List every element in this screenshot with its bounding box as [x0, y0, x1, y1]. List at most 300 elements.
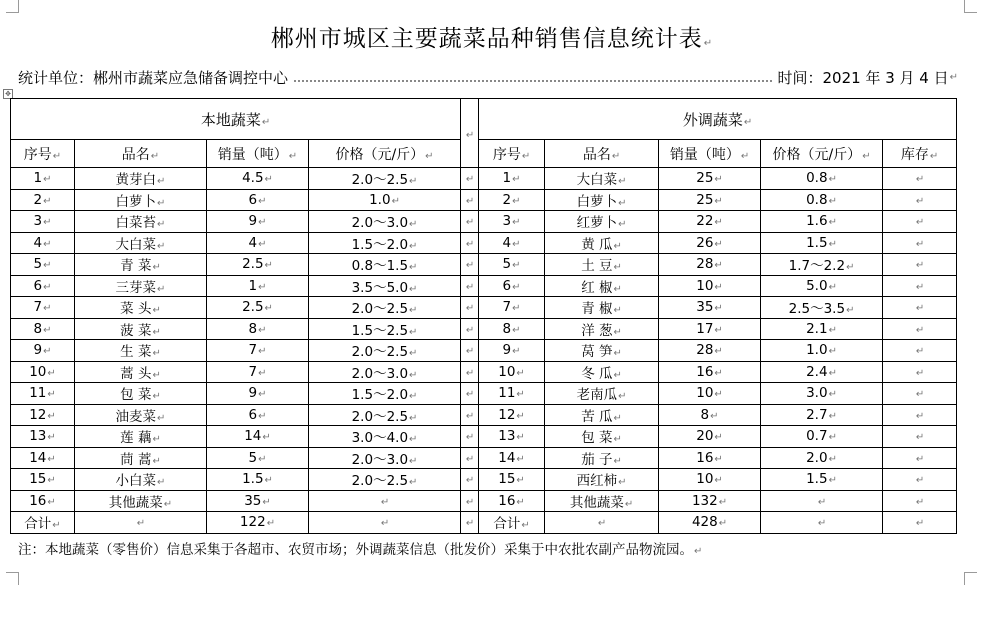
cell-index-text: 16 — [29, 492, 47, 509]
cell-name — [545, 426, 659, 448]
cell-index-text: 14 — [29, 449, 47, 466]
col-header — [207, 140, 309, 168]
cell-price — [309, 469, 461, 491]
cell-mark-icon: ↵ — [152, 326, 161, 338]
page-corner-mark — [6, 0, 19, 13]
table-row — [11, 275, 957, 297]
cell-volume — [659, 490, 761, 512]
page-corner-mark — [964, 0, 977, 13]
cell-index-text: 9 — [502, 342, 512, 359]
cell-name — [545, 469, 659, 491]
cell-mark-icon: ↵ — [828, 432, 837, 444]
cell-index-text: 6 — [33, 277, 43, 294]
cell-mark-icon: ↵ — [152, 305, 161, 317]
cell-volume — [207, 254, 309, 276]
separator-cell — [461, 318, 479, 340]
cell-mark-icon: ↵ — [512, 346, 521, 358]
cell-volume-text: 4.5 — [242, 170, 264, 187]
cell-volume-text: 25 — [696, 191, 714, 208]
col-header-label: 价格（元/斤） — [335, 146, 425, 163]
cell-name — [545, 318, 659, 340]
cell-name-text: 白萝卜 — [115, 193, 157, 210]
cell-price — [761, 232, 883, 254]
cell-volume — [659, 383, 761, 405]
cell-mark-icon: ↵ — [714, 195, 723, 207]
cell-mark-icon: ↵ — [516, 389, 525, 401]
cell-name — [75, 490, 207, 512]
separator-cell — [461, 469, 479, 491]
cell-volume-text: 28 — [696, 256, 714, 273]
cell-mark-icon: ↵ — [258, 238, 267, 250]
cell-price — [761, 361, 883, 383]
cell-mark-icon: ↵ — [929, 150, 939, 162]
cell-mark-icon: ↵ — [915, 496, 925, 508]
cell-mark-icon: ↵ — [258, 217, 267, 229]
cell-price-text: 1.5～2.0 — [351, 387, 409, 404]
cell-mark-icon: ↵ — [828, 475, 837, 487]
cell-mark-icon: ↵ — [258, 410, 267, 422]
cell-index-text: 9 — [33, 342, 43, 359]
cell-mark-icon: ↵ — [409, 455, 418, 467]
cell-volume — [207, 469, 309, 491]
cell-mark-icon: ↵ — [409, 240, 418, 252]
cell-mark-icon: ↵ — [157, 477, 166, 489]
cell-mark-icon: ↵ — [465, 174, 475, 186]
cell-price-text: 2.0～3.0 — [351, 365, 409, 382]
cell-mark-icon: ↵ — [915, 518, 925, 530]
column-header-row — [11, 140, 957, 168]
cell-price-text: 3.0～4.0 — [351, 430, 409, 447]
cell-price-text: 1.6 — [806, 213, 828, 230]
cell-mark-icon: ↵ — [52, 150, 62, 162]
cell-index-text: 13 — [29, 428, 47, 445]
cell-mark-icon: ↵ — [516, 496, 525, 508]
cell-mark-icon: ↵ — [43, 217, 52, 229]
cell-mark-icon: ↵ — [157, 240, 166, 252]
cell-volume — [207, 426, 309, 448]
cell-index-text: 16 — [498, 492, 516, 509]
cell-stock — [883, 211, 957, 233]
cell-price-text: 0.8 — [806, 191, 828, 208]
cell-name-text: 三芽菜 — [115, 279, 157, 296]
cell-mark-icon: ↵ — [743, 116, 753, 128]
cell-name — [545, 447, 659, 469]
cell-index-text: 11 — [29, 385, 47, 402]
cell-stock — [883, 361, 957, 383]
table-row — [11, 168, 957, 190]
cell-mark-icon: ↵ — [613, 455, 622, 467]
cell-index — [11, 404, 75, 426]
cell-price — [309, 447, 461, 469]
cell-name-text: 生 菜 — [120, 344, 152, 361]
col-header-label: 库存 — [900, 146, 929, 163]
table-row — [11, 254, 957, 276]
cell-price — [761, 297, 883, 319]
cell-volume — [207, 318, 309, 340]
section-header-row — [11, 99, 957, 140]
cell-index — [479, 232, 545, 254]
cell-index — [479, 275, 545, 297]
cell-mark-icon: ↵ — [465, 260, 475, 272]
cell-volume — [207, 383, 309, 405]
cell-name — [75, 189, 207, 211]
cell-name-text: 包 菜 — [581, 430, 613, 447]
page-corner-mark — [964, 572, 977, 585]
cell-index — [11, 168, 75, 190]
cell-volume — [659, 254, 761, 276]
cell-volume-text: 20 — [696, 428, 714, 445]
cell-price — [761, 426, 883, 448]
cell-mark-icon: ↵ — [710, 410, 719, 422]
cell-index-text: 14 — [498, 449, 516, 466]
cell-name-text: 莴 笋 — [581, 344, 613, 361]
separator-cell — [461, 254, 479, 276]
cell-volume-text: 14 — [244, 428, 262, 445]
cell-stock — [883, 168, 957, 190]
cell-mark-icon: ↵ — [618, 197, 627, 209]
cell-name-text: 蒿 头 — [120, 365, 152, 382]
cell-mark-icon: ↵ — [258, 195, 267, 207]
cell-mark-icon: ↵ — [47, 389, 56, 401]
cell-index-text: 8 — [502, 320, 512, 337]
cell-mark-icon: ↵ — [47, 410, 56, 422]
cell-mark-icon: ↵ — [714, 174, 723, 186]
cell-mark-icon: ↵ — [915, 367, 925, 379]
col-header — [75, 140, 207, 168]
table-row — [11, 469, 957, 491]
cell-mark-icon: ↵ — [157, 219, 166, 231]
cell-index-text: 1 — [502, 170, 512, 187]
cell-mark-icon: ↵ — [862, 150, 871, 162]
cell-index — [11, 469, 75, 491]
cell-mark-icon: ↵ — [512, 324, 521, 336]
cell-stock — [883, 297, 957, 319]
cell-volume — [207, 404, 309, 426]
col-header-label: 价格（元/斤） — [772, 146, 862, 163]
cell-mark-icon: ↵ — [714, 453, 723, 465]
cell-price-text: 1.7～2.2 — [788, 258, 846, 275]
cell-name — [75, 275, 207, 297]
cell-mark-icon: ↵ — [465, 195, 475, 207]
cell-index — [11, 447, 75, 469]
cell-mark-icon: ↵ — [43, 260, 52, 272]
cell-name-text: 大白菜 — [115, 236, 157, 253]
separator-cell — [461, 361, 479, 383]
cell-mark-icon: ↵ — [714, 432, 723, 444]
cell-price — [309, 189, 461, 211]
cell-stock — [883, 447, 957, 469]
cell-price — [761, 254, 883, 276]
cell-mark-icon: ↵ — [828, 324, 837, 336]
cell-name-text: 白萝卜 — [576, 193, 618, 210]
cell-volume — [659, 232, 761, 254]
cell-mark-icon: ↵ — [409, 219, 418, 231]
cell-index — [479, 426, 545, 448]
cell-index — [479, 211, 545, 233]
cell-volume-text: 1.5 — [242, 471, 264, 488]
cell-volume — [659, 168, 761, 190]
cell-mark-icon: ↵ — [714, 281, 723, 293]
cell-mark-icon: ↵ — [714, 367, 723, 379]
cell-mark-icon: ↵ — [613, 240, 622, 252]
col-header — [883, 140, 957, 168]
cell-index-text: 2 — [502, 191, 512, 208]
cell-name — [545, 512, 659, 534]
cell-stock — [883, 340, 957, 362]
cell-price-text: 0.7 — [806, 428, 828, 445]
cell-name-text: 青 菜 — [120, 258, 152, 275]
cell-price — [761, 404, 883, 426]
cell-mark-icon: ↵ — [157, 197, 166, 209]
cell-index — [479, 297, 545, 319]
cell-mark-icon: ↵ — [47, 496, 56, 508]
cell-mark-icon: ↵ — [465, 432, 475, 444]
total-row — [11, 512, 957, 534]
cell-mark-icon: ↵ — [915, 260, 925, 272]
cell-volume-text: 8 — [700, 406, 710, 423]
col-header-label: 序号 — [23, 146, 52, 163]
cell-price-text: 1.0 — [806, 342, 828, 359]
cell-volume-text: 6 — [248, 191, 258, 208]
cell-mark-icon: ↵ — [261, 116, 271, 128]
cell-volume-text: 7 — [248, 363, 258, 380]
table-row — [11, 232, 957, 254]
cell-mark-icon: ↵ — [915, 217, 925, 229]
cell-index-text: 4 — [502, 234, 512, 251]
cell-mark-icon: ↵ — [152, 369, 161, 381]
cell-index-text: 15 — [498, 471, 516, 488]
cell-mark-icon: ↵ — [613, 262, 622, 274]
cell-volume — [207, 168, 309, 190]
cell-mark-icon: ↵ — [409, 262, 418, 274]
separator-cell — [461, 447, 479, 469]
cell-index — [479, 254, 545, 276]
cell-mark-icon: ↵ — [465, 518, 475, 530]
cell-mark-icon: ↵ — [152, 348, 161, 360]
cell-index — [11, 361, 75, 383]
cell-mark-icon: ↵ — [521, 150, 531, 162]
cell-index-text: 5 — [502, 256, 512, 273]
cell-index — [479, 340, 545, 362]
cell-price — [309, 383, 461, 405]
cell-mark-icon: ↵ — [43, 238, 52, 250]
cell-mark-icon: ↵ — [597, 518, 607, 530]
col-header-label: 品名 — [582, 146, 611, 163]
cell-mark-icon: ↵ — [624, 498, 634, 510]
cell-volume — [659, 340, 761, 362]
cell-volume — [207, 189, 309, 211]
cell-mark-icon: ↵ — [915, 195, 925, 207]
table-move-handle-icon[interactable]: ✥ — [3, 89, 13, 99]
cell-mark-icon: ↵ — [150, 150, 160, 162]
cell-index-text: 8 — [33, 320, 43, 337]
cell-index — [11, 490, 75, 512]
cell-volume — [659, 297, 761, 319]
cell-name-text: 西红柿 — [576, 473, 618, 490]
cell-volume-text: 10 — [696, 277, 714, 294]
cell-price — [761, 469, 883, 491]
cell-index — [11, 232, 75, 254]
cell-name — [75, 168, 207, 190]
cell-name-text: 大白菜 — [576, 172, 618, 189]
cell-mark-icon: ↵ — [512, 281, 521, 293]
cell-mark-icon: ↵ — [828, 453, 837, 465]
cell-mark-icon: ↵ — [613, 369, 622, 381]
cell-mark-icon: ↵ — [915, 238, 925, 250]
cell-mark-icon: ↵ — [47, 432, 56, 444]
cell-mark-icon: ↵ — [613, 305, 622, 317]
cell-mark-icon: ↵ — [521, 520, 530, 532]
cell-name-text: 菠 菜 — [120, 322, 152, 339]
cell-mark-icon: ↵ — [828, 217, 837, 229]
cell-mark-icon: ↵ — [425, 150, 434, 162]
table-row — [11, 404, 957, 426]
cell-index — [11, 254, 75, 276]
cell-stock — [883, 512, 957, 534]
cell-mark-icon: ↵ — [409, 326, 418, 338]
cell-mark-icon: ↵ — [714, 324, 723, 336]
cell-volume-text: 9 — [248, 385, 258, 402]
cell-name — [75, 447, 207, 469]
cell-mark-icon: ↵ — [613, 412, 622, 424]
cell-volume — [659, 189, 761, 211]
cell-name — [75, 469, 207, 491]
cell-index-text: 3 — [502, 213, 512, 230]
cell-mark-icon: ↵ — [465, 389, 475, 401]
cell-mark-icon: ↵ — [409, 412, 418, 424]
cell-mark-icon: ↵ — [828, 410, 837, 422]
cell-stock — [883, 254, 957, 276]
cell-name — [545, 254, 659, 276]
cell-name-text: 苦 瓜 — [581, 408, 613, 425]
cell-price — [309, 318, 461, 340]
cell-mark-icon: ↵ — [465, 346, 475, 358]
cell-mark-icon: ↵ — [409, 283, 418, 295]
table-body — [11, 99, 957, 534]
cell-mark-icon: ↵ — [828, 346, 837, 358]
cell-name — [75, 211, 207, 233]
cell-index — [479, 490, 545, 512]
tab-leader-dots — [294, 72, 771, 82]
cell-mark-icon: ↵ — [409, 477, 418, 489]
cell-volume — [659, 447, 761, 469]
cell-volume-text: 26 — [696, 234, 714, 251]
cell-name-text: 黄 瓜 — [581, 236, 613, 253]
cell-price — [761, 490, 883, 512]
cell-mark-icon: ↵ — [828, 389, 837, 401]
cell-mark-icon: ↵ — [516, 475, 525, 487]
cell-price — [309, 211, 461, 233]
cell-stock — [883, 490, 957, 512]
cell-volume-text: 8 — [248, 320, 258, 337]
cell-name-text: 青 椒 — [581, 301, 613, 318]
cell-index-text: 10 — [29, 363, 47, 380]
cell-price-text: 1.0 — [369, 191, 391, 208]
section-outside — [479, 99, 957, 140]
cell-mark-icon: ↵ — [714, 389, 723, 401]
cell-mark-icon: ↵ — [618, 391, 627, 403]
cell-mark-icon: ↵ — [915, 324, 925, 336]
table-row — [11, 211, 957, 233]
footnote — [18, 538, 702, 558]
cell-name-text: 菜 头 — [120, 301, 152, 318]
cell-mark-icon: ↵ — [828, 281, 837, 293]
cell-name — [545, 404, 659, 426]
separator-cell — [461, 211, 479, 233]
cell-mark-icon: ↵ — [43, 303, 52, 315]
cell-price — [309, 340, 461, 362]
cell-volume-text: 9 — [248, 213, 258, 230]
cell-volume — [659, 211, 761, 233]
cell-stock — [883, 469, 957, 491]
cell-price-text: 2.0～3.0 — [351, 215, 409, 232]
cell-mark-icon: ↵ — [613, 326, 622, 338]
cell-volume-text: 28 — [696, 342, 714, 359]
cell-mark-icon: ↵ — [465, 281, 475, 293]
cell-price-text: 2.0～2.5 — [351, 344, 409, 361]
cell-volume-text: 35 — [244, 492, 262, 509]
cell-mark-icon: ↵ — [264, 260, 273, 272]
cell-mark-icon: ↵ — [465, 410, 475, 422]
cell-price-text: 1.5 — [806, 471, 828, 488]
cell-name — [545, 297, 659, 319]
cell-name-text: 其他蔬菜 — [108, 494, 163, 511]
cell-mark-icon: ↵ — [516, 432, 525, 444]
cell-volume — [207, 275, 309, 297]
separator-cell — [461, 490, 479, 512]
cell-index — [11, 426, 75, 448]
cell-volume — [659, 404, 761, 426]
cell-index-text: 13 — [498, 428, 516, 445]
cell-mark-icon: ↵ — [613, 283, 622, 295]
cell-price-text: 2.0～2.5 — [351, 301, 409, 318]
cell-volume — [207, 361, 309, 383]
cell-mark-icon: ↵ — [157, 412, 166, 424]
cell-price-text: 1.5 — [806, 234, 828, 251]
cell-mark-icon: ↵ — [718, 518, 728, 530]
cell-mark-icon: ↵ — [915, 453, 925, 465]
cell-name-text: 土 豆 — [581, 258, 613, 275]
cell-name-text: 红萝卜 — [576, 215, 618, 232]
cell-index — [11, 275, 75, 297]
document-title-text: 郴州市城区主要蔬菜品种销售信息统计表 — [270, 26, 703, 52]
cell-index — [479, 447, 545, 469]
cell-mark-icon: ↵ — [714, 475, 723, 487]
col-header — [11, 140, 75, 168]
cell-price — [761, 340, 883, 362]
cell-index-text: 15 — [29, 471, 47, 488]
table-row — [11, 297, 957, 319]
cell-volume-text: 7 — [248, 342, 258, 359]
cell-mark-icon: ↵ — [258, 453, 267, 465]
cell-mark-icon: ↵ — [828, 238, 837, 250]
cell-name — [545, 275, 659, 297]
cell-total-volume-text: 122 — [239, 514, 266, 531]
cell-total-label-text: 合计 — [493, 516, 521, 533]
cell-stock — [883, 189, 957, 211]
cell-mark-icon: ↵ — [613, 348, 622, 360]
cell-index — [11, 340, 75, 362]
separator-column — [461, 99, 479, 168]
cell-volume-text: 10 — [696, 385, 714, 402]
separator-cell — [461, 340, 479, 362]
cell-name — [545, 340, 659, 362]
col-header — [545, 140, 659, 168]
cell-mark-icon: ↵ — [512, 260, 521, 272]
cell-stock — [883, 232, 957, 254]
cell-volume — [659, 469, 761, 491]
cell-name-text: 莲 藕 — [120, 430, 152, 447]
